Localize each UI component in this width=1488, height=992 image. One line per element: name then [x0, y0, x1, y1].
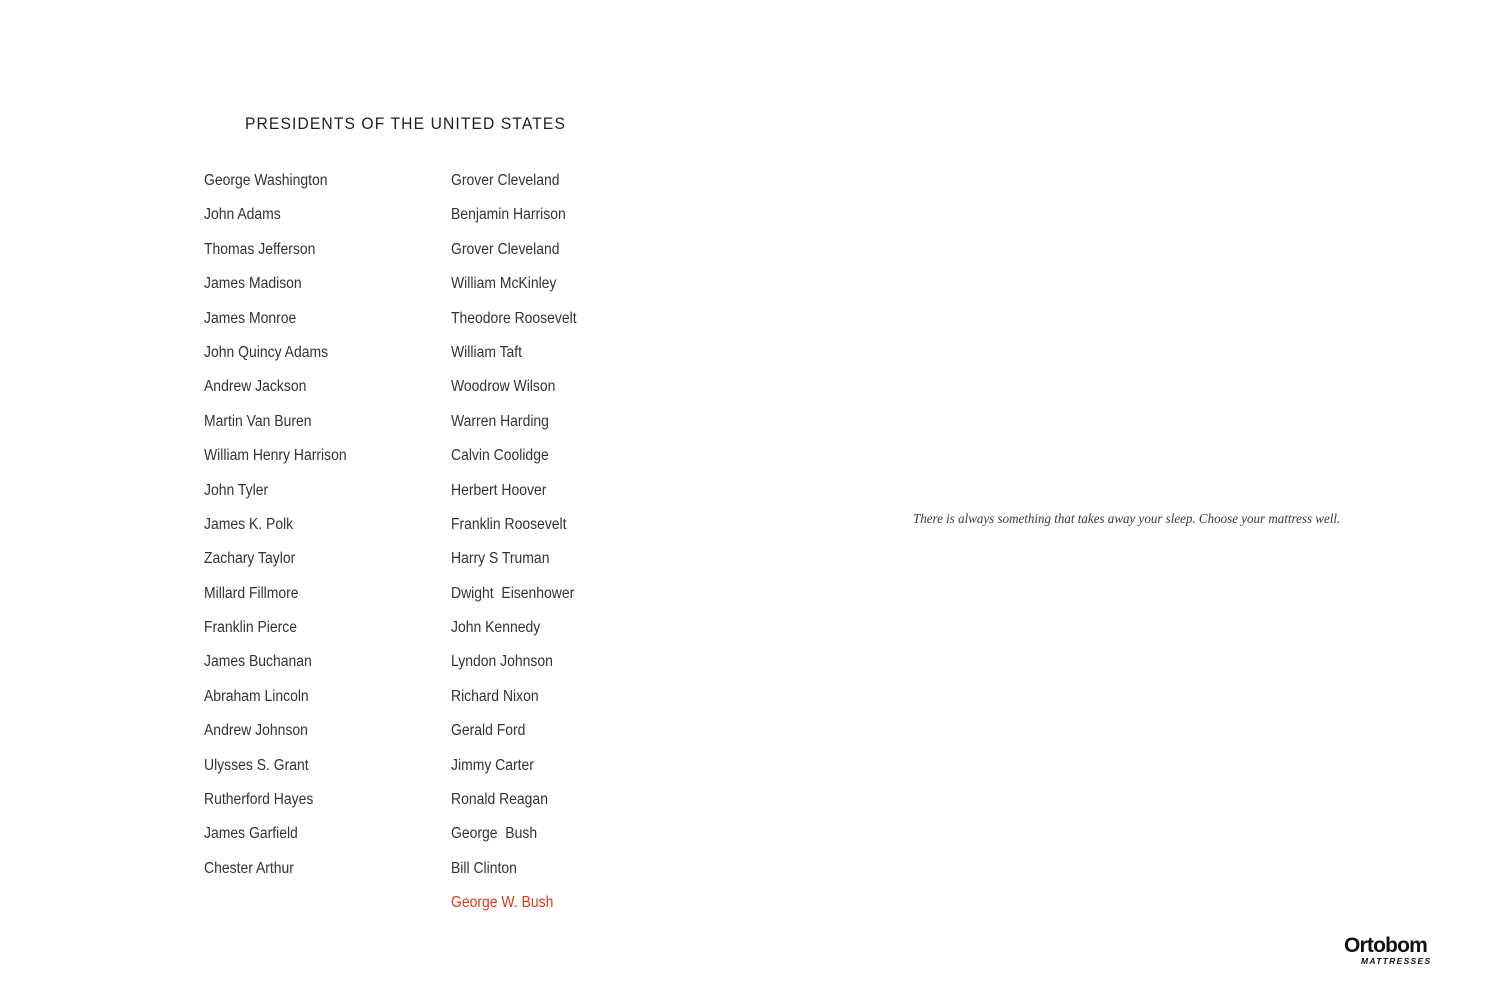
list-item: Herbert Hoover — [451, 481, 547, 499]
list-item: Ulysses S. Grant — [204, 756, 309, 774]
list-item: James K. Polk — [204, 515, 294, 533]
list-item: Millard Fillmore — [204, 584, 299, 602]
list-item: Jimmy Carter — [451, 756, 534, 774]
logo-subtitle: MATTRESSES — [1361, 956, 1432, 966]
list-item: William Taft — [451, 343, 523, 361]
list-item: John Quincy Adams — [204, 343, 329, 361]
presidents-list-left — [204, 170, 362, 892]
list-item: Lyndon Johnson — [451, 653, 553, 671]
logo-wordmark: Ortobom — [1344, 934, 1428, 957]
list-item: John Kennedy — [451, 619, 541, 637]
presidents-list-right — [451, 170, 591, 927]
list-item: George Bush — [451, 825, 538, 843]
list-item: James Monroe — [204, 309, 297, 327]
list-item: Harry S Truman — [451, 550, 550, 568]
list-item: Franklin Pierce — [204, 619, 298, 637]
list-item: John Tyler — [204, 481, 269, 499]
list-item: John Adams — [204, 206, 281, 224]
list-item: Zachary Taylor — [204, 550, 296, 568]
list-item: Grover Cleveland — [451, 240, 560, 258]
list-item: Calvin Coolidge — [451, 447, 549, 465]
list-item: Gerald Ford — [451, 722, 526, 740]
list-item: Chester Arthur — [204, 859, 294, 877]
list-item: Ronald Reagan — [451, 791, 548, 809]
list-item: Warren Harding — [451, 412, 549, 430]
list-item: Martin Van Buren — [204, 412, 312, 430]
list-item: William McKinley — [451, 275, 557, 293]
list-item: Benjamin Harrison — [451, 206, 566, 224]
list-item: Abraham Lincoln — [204, 687, 309, 705]
list-item: Theodore Roosevelt — [451, 309, 577, 327]
list-item: Richard Nixon — [451, 687, 539, 705]
list-item: Grover Cleveland — [451, 172, 560, 189]
list-item: James Garfield — [204, 825, 298, 843]
list-item: Dwight Eisenhower — [451, 584, 575, 602]
list-item: James Madison — [204, 275, 302, 293]
page-title: PRESIDENTS OF THE UNITED STATES — [245, 114, 566, 133]
list-item: William Henry Harrison — [204, 447, 347, 465]
list-item: Andrew Johnson — [204, 722, 308, 740]
list-item: Thomas Jefferson — [204, 240, 316, 258]
list-item: James Buchanan — [204, 653, 312, 671]
list-item: Franklin Roosevelt — [451, 515, 567, 533]
list-item-highlighted: George W. Bush — [451, 894, 554, 912]
list-item: Andrew Jackson — [204, 378, 307, 396]
brand-logo — [1344, 934, 1450, 970]
list-item: Woodrow Wilson — [451, 378, 556, 396]
list-item: George Washington — [204, 172, 328, 189]
list-item: Rutherford Hayes — [204, 791, 314, 809]
list-item: Bill Clinton — [451, 859, 517, 877]
tagline: There is always something that takes away your sleep. Choose your mattress well. — [913, 512, 1341, 527]
